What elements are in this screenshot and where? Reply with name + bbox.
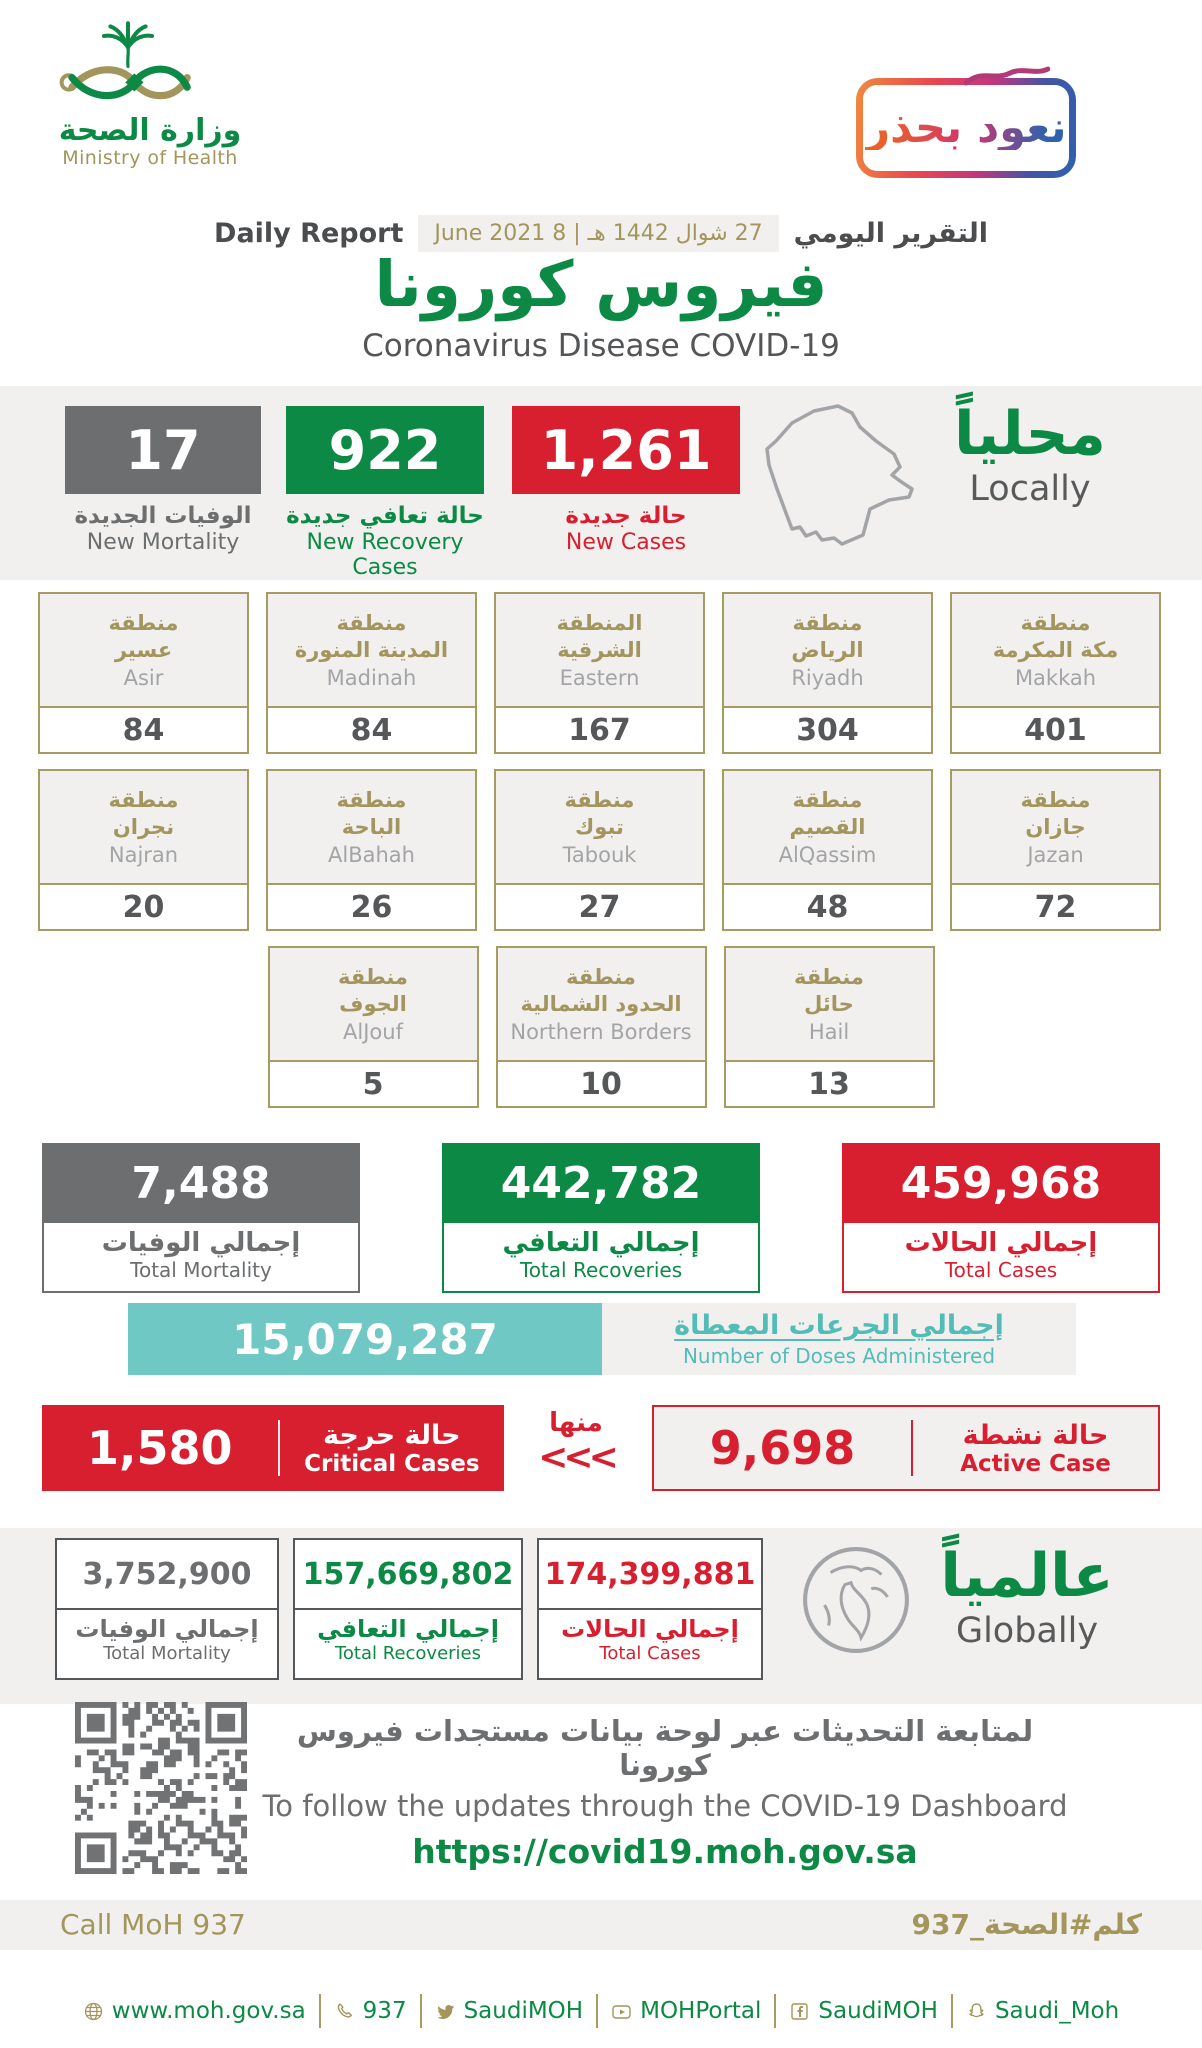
doses-label-ar: إجمالي الجرعات المعطاة	[674, 1310, 1004, 1341]
qr-code	[75, 1702, 247, 1874]
return-with-caution-badge	[856, 78, 1076, 178]
call-moh-text: Call MoH 937	[60, 1908, 246, 1941]
moh-logo	[48, 20, 252, 169]
footer-links	[0, 1994, 1202, 2028]
region-name-en: AlJouf	[343, 1020, 403, 1045]
global-mortality-value: 3,752,900	[82, 1556, 252, 1592]
global-mortality-label-ar: إجمالي الوفيات	[75, 1615, 259, 1643]
new-cases-label-ar: حالة جديدة	[565, 503, 687, 529]
region-box-asir	[38, 592, 249, 754]
globally-label-ar: عالمياً	[940, 1541, 1114, 1611]
new-mortality-stat	[65, 406, 261, 555]
global-cases-label-en: Total Cases	[599, 1643, 701, 1664]
critical-cases-value: 1,580	[87, 1421, 233, 1475]
region-name-en: Najran	[108, 843, 179, 868]
total-cases-label-ar: إجمالي الحالات	[904, 1228, 1098, 1258]
region-case-count: 10	[580, 1066, 622, 1102]
region-case-count: 27	[578, 889, 621, 925]
active-cases-box	[652, 1405, 1160, 1491]
global-cases-value: 174,399,881	[544, 1556, 756, 1592]
region-box-alqassim	[722, 769, 933, 931]
locally-section	[0, 386, 1202, 580]
doses-value: 15,079,287	[128, 1303, 602, 1375]
active-cases-value: 9,698	[709, 1421, 856, 1475]
region-name-ar: منطقة نجران	[108, 787, 179, 839]
region-name-ar: منطقة مكة المكرمة	[992, 610, 1119, 662]
total-cases-value: 459,968	[842, 1143, 1160, 1223]
global-mortality-box	[55, 1538, 279, 1680]
region-box-makkah	[950, 592, 1161, 754]
new-cases-label-en: New Cases	[565, 530, 687, 555]
region-case-count: 26	[350, 889, 393, 925]
region-name-en: Madinah	[326, 666, 417, 691]
region-name-en: Riyadh	[791, 666, 864, 691]
new-cases-value: 1,261	[512, 406, 740, 494]
region-name-en: Makkah	[1014, 666, 1097, 691]
region-name-ar: منطقة القصيم	[789, 787, 866, 839]
globally-heading	[902, 1542, 1152, 1651]
badge-text: نعود بحذر	[865, 102, 1067, 153]
region-box-hail	[724, 946, 935, 1108]
total-cases-box	[842, 1143, 1160, 1293]
global-recoveries-label-en: Total Recoveries	[334, 1643, 482, 1664]
region-name-ar: المنطقة الشرقية	[556, 610, 643, 662]
locally-label-en: Locally	[969, 469, 1091, 509]
of-which-indicator	[512, 1408, 640, 1476]
phone-icon	[334, 2001, 355, 2022]
region-case-count: 84	[122, 712, 165, 748]
region-name-ar: منطقة جازان	[1020, 787, 1091, 839]
footer-link-facebook[interactable]: SaudiMOH	[774, 1994, 951, 2028]
region-case-count: 84	[350, 712, 393, 748]
logo-title-english: Ministry of Health	[62, 147, 238, 169]
total-mortality-label-ar: إجمالي الوفيات	[101, 1228, 301, 1258]
new-mortality-value: 17	[65, 406, 261, 494]
footer-link-youtube[interactable]: MOHPortal	[596, 1994, 774, 2028]
facebook-icon	[789, 2001, 810, 2022]
region-box-aljouf	[268, 946, 479, 1108]
youtube-icon	[611, 2001, 632, 2022]
region-name-ar: منطقة عسير	[108, 610, 179, 662]
footer-link-website[interactable]: www.moh.gov.sa	[70, 1994, 319, 2028]
total-recoveries-value: 442,782	[442, 1143, 760, 1223]
new-mortality-label-en: New Mortality	[86, 530, 240, 555]
dashboard-info	[260, 1714, 1070, 1871]
active-cases-label-ar: حالة نشطة	[962, 1419, 1109, 1451]
dashboard-url-link[interactable]: https://covid19.moh.gov.sa	[412, 1832, 918, 1871]
report-header-line	[0, 215, 1202, 252]
dashboard-line-ar: لمتابعة التحديثات عبر لوحة بيانات مستجدات فيروس كورونا	[296, 1714, 1034, 1782]
doses-label	[602, 1303, 1076, 1375]
global-recoveries-box	[293, 1538, 523, 1680]
footer-link-snapchat[interactable]: Saudi_Moh	[951, 1994, 1132, 2028]
footer-link-twitter[interactable]: SaudiMOH	[420, 1994, 597, 2028]
moh-emblem-icon	[48, 20, 208, 112]
critical-cases-label-ar: حالة حرجة	[323, 1419, 461, 1451]
region-case-count: 48	[806, 889, 849, 925]
report-title-english: Daily Report	[214, 218, 404, 249]
logo-title-arabic: وزارة الصحة	[58, 113, 242, 148]
region-name-ar: منطقة تبوك	[564, 787, 635, 839]
region-box-jazan	[950, 769, 1161, 931]
globally-section	[0, 1528, 1202, 1704]
total-mortality-value: 7,488	[42, 1143, 360, 1223]
region-box-tabouk	[494, 769, 705, 931]
region-box-najran	[38, 769, 249, 931]
of-which-label: منها	[549, 1408, 603, 1438]
region-box-northern-borders	[496, 946, 707, 1108]
global-mortality-label-en: Total Mortality	[103, 1643, 231, 1664]
call-hashtag: كلم#الصحة_937	[911, 1908, 1142, 1941]
region-case-count: 401	[1024, 712, 1087, 748]
locally-heading	[910, 400, 1150, 509]
region-name-en: Jazan	[1027, 843, 1084, 868]
page-title-arabic: فيروس كورونا	[374, 248, 828, 321]
region-case-count: 13	[808, 1066, 850, 1102]
region-case-count: 167	[568, 712, 631, 748]
region-case-count: 304	[796, 712, 859, 748]
globe-icon	[800, 1544, 912, 1656]
global-cases-label-ar: إجمالي الحالات	[561, 1615, 739, 1643]
region-box-albahah	[266, 769, 477, 931]
total-mortality-box	[42, 1143, 360, 1293]
total-recoveries-label-en: Total Recoveries	[519, 1258, 683, 1282]
region-box-eastern	[494, 592, 705, 754]
region-box-riyadh	[722, 592, 933, 754]
region-name-en: AlBahah	[328, 843, 415, 868]
snapchat-icon	[966, 2001, 987, 2022]
critical-cases-label-en: Critical Cases	[304, 1450, 480, 1477]
active-cases-label-en: Active Case	[960, 1450, 1111, 1477]
region-name-ar: منطقة حائل	[794, 964, 864, 1016]
new-recoveries-value: 922	[286, 406, 484, 494]
call-banner	[0, 1900, 1202, 1950]
region-case-count: 72	[1034, 889, 1077, 925]
regions-row-3	[38, 946, 1164, 1108]
global-recoveries-label-ar: إجمالي التعافي	[317, 1615, 499, 1643]
dashboard-line-en: To follow the updates through the COVID-19 Dashboard	[262, 1789, 1068, 1823]
total-mortality-label-en: Total Mortality	[130, 1258, 272, 1282]
total-recoveries-label-ar: إجمالي التعافي	[502, 1228, 700, 1258]
twitter-icon	[435, 2001, 456, 2022]
new-recoveries-label-en: New Recovery Cases	[306, 530, 464, 580]
regions-row-1	[38, 592, 1164, 754]
critical-cases-box	[42, 1405, 504, 1491]
regions-row-2	[38, 769, 1164, 931]
regions-grid	[38, 592, 1164, 1123]
badge-flourish-icon	[964, 65, 1050, 87]
region-case-count: 20	[122, 889, 165, 925]
region-name-en: Asir	[123, 666, 164, 691]
total-recoveries-box	[442, 1143, 760, 1293]
page-title-english: Coronavirus Disease COVID-19	[362, 328, 840, 364]
region-name-en: Tabouk	[562, 843, 637, 868]
region-box-madinah	[266, 592, 477, 754]
total-cases-label-en: Total Cases	[944, 1258, 1058, 1282]
region-name-ar: منطقة الجوف	[338, 964, 408, 1016]
region-name-ar: منطقة الرياض	[791, 610, 864, 662]
region-name-en: Hail	[808, 1020, 850, 1045]
global-recoveries-value: 157,669,802	[302, 1556, 514, 1592]
region-name-ar: منطقة الحدود الشمالية	[520, 964, 682, 1016]
chevrons-left-icon: <<<	[538, 1437, 614, 1478]
region-name-ar: منطقة الباحة	[336, 787, 407, 839]
region-name-en: Eastern	[559, 666, 640, 691]
doses-label-en: Number of Doses Administered	[682, 1344, 996, 1368]
globe-icon	[83, 2001, 104, 2022]
footer-link-phone[interactable]: 937	[319, 1994, 420, 2028]
report-title-arabic: التقرير اليومي	[793, 218, 988, 249]
region-name-en: Northern Borders	[510, 1020, 692, 1045]
new-recoveries-label-ar: حالة تعافي جديدة	[286, 503, 484, 529]
report-date: 27 شوال 1442 هـ | 8 June 2021	[418, 215, 778, 252]
locally-label-ar: محلياً	[954, 399, 1106, 469]
region-case-count: 5	[362, 1066, 384, 1102]
global-cases-box	[537, 1538, 763, 1680]
new-mortality-label-ar: الوفيات الجديدة	[74, 503, 252, 529]
region-name-en: AlQassim	[778, 843, 877, 868]
globally-label-en: Globally	[955, 1611, 1099, 1651]
new-cases-stat	[512, 406, 740, 555]
region-name-ar: منطقة المدينة المنورة	[294, 610, 449, 662]
new-recoveries-stat	[286, 406, 484, 580]
